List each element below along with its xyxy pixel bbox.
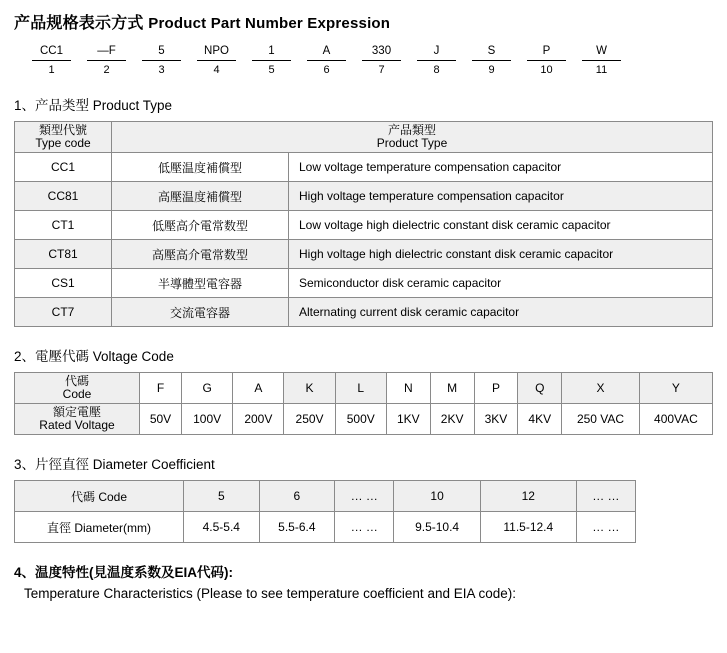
- part-number-expression: [24, 43, 727, 76]
- header-code-en: Code: [62, 387, 92, 401]
- part-number-code: 1: [252, 43, 291, 61]
- part-number-field: [134, 43, 189, 76]
- diameter-code-cell: 5: [184, 481, 260, 512]
- diameter-code-cell: … …: [335, 481, 394, 512]
- section-heading-product-type: 1、产品类型 Product Type: [14, 98, 173, 113]
- type-name-cn: 半導體型電容器: [112, 269, 289, 298]
- header-code-cn: 代碼: [64, 374, 89, 388]
- part-number-code: P: [527, 43, 566, 61]
- voltage-code-cell: Y: [639, 373, 712, 404]
- voltage-code-cell: K: [284, 373, 335, 404]
- header-type-code: [15, 122, 112, 153]
- diameter-code-cell: 6: [259, 481, 335, 512]
- type-name-cn: 高壓高介電常数型: [112, 240, 289, 269]
- rated-voltage-cell: 1KV: [386, 404, 430, 435]
- part-number-code: S: [472, 43, 511, 61]
- part-number-index: 8: [433, 64, 440, 76]
- section-heading-diameter: 3、片徑直徑 Diameter Coefficient: [14, 457, 215, 472]
- voltage-code-table: [14, 372, 713, 435]
- diameter-value-cell: … …: [576, 512, 635, 543]
- voltage-code-cell: A: [233, 373, 284, 404]
- table-row: [15, 404, 713, 435]
- part-number-field: [354, 43, 409, 76]
- diameter-code-cell: … …: [576, 481, 635, 512]
- rated-voltage-cell: 100V: [182, 404, 233, 435]
- section-heading-temperature-en: Temperature Characteristics (Please to see temperature coefficient and EIA code):: [24, 586, 516, 601]
- diameter-value-cell: 11.5-12.4: [480, 512, 576, 543]
- part-number-field: [574, 43, 629, 76]
- part-number-index: 4: [213, 64, 220, 76]
- type-name-en: Alternating current disk ceramic capacitor: [289, 298, 713, 327]
- type-code: CC1: [15, 153, 112, 182]
- header-product-type-cn: 产品類型: [387, 123, 436, 137]
- type-name-cn: 高壓温度補償型: [112, 182, 289, 211]
- table-row: [15, 182, 713, 211]
- type-name-cn: 交流電容器: [112, 298, 289, 327]
- product-type-table: [14, 121, 713, 327]
- diameter-code-cell: 10: [394, 481, 480, 512]
- diameter-value-cell: … …: [335, 512, 394, 543]
- part-number-code: 330: [362, 43, 401, 61]
- part-number-code: J: [417, 43, 456, 61]
- rated-voltage-cell: 200V: [233, 404, 284, 435]
- voltage-code-cell: G: [182, 373, 233, 404]
- table-header-row: [15, 373, 713, 404]
- diameter-value-cell: 4.5-5.4: [184, 512, 260, 543]
- part-number-code: —F: [87, 43, 126, 61]
- voltage-code-cell: L: [335, 373, 386, 404]
- type-code: CC81: [15, 182, 112, 211]
- diameter-code-cell: 12: [480, 481, 576, 512]
- header-rated-voltage-cn: 額定電壓: [52, 405, 101, 419]
- part-number-code: A: [307, 43, 346, 61]
- part-number-field: [464, 43, 519, 76]
- diameter-table: [14, 480, 636, 543]
- header-type-code-en: Type code: [35, 136, 91, 150]
- part-number-index: 11: [595, 64, 608, 76]
- part-number-code: 5: [142, 43, 181, 61]
- type-name-cn: 低壓高介電常数型: [112, 211, 289, 240]
- part-number-index: 9: [488, 64, 495, 76]
- type-code: CS1: [15, 269, 112, 298]
- part-number-index: 7: [378, 64, 385, 76]
- header-type-code-cn: 類型代號: [38, 123, 87, 137]
- rated-voltage-cell: 50V: [140, 404, 182, 435]
- part-number-field: [244, 43, 299, 76]
- diameter-value-cell: 5.5-6.4: [259, 512, 335, 543]
- type-name-en: High voltage high dielectric constant disk ceramic capacitor: [289, 240, 713, 269]
- type-name-en: High voltage temperature compensation capacitor: [289, 182, 713, 211]
- part-number-field: [519, 43, 574, 76]
- part-number-field: [24, 43, 79, 76]
- rated-voltage-cell: 3KV: [474, 404, 518, 435]
- header-rated-voltage: [15, 404, 140, 435]
- type-name-en: Low voltage temperature compensation capacitor: [289, 153, 713, 182]
- part-number-field: [189, 43, 244, 76]
- table-row: [15, 512, 636, 543]
- header-diameter-value: 直徑 Diameter(mm): [15, 512, 184, 543]
- part-number-index: 6: [323, 64, 330, 76]
- page-title-en: Product Part Number Expression: [148, 15, 391, 32]
- part-number-index: 10: [540, 64, 553, 76]
- type-code: CT1: [15, 211, 112, 240]
- part-number-code: W: [582, 43, 621, 61]
- section-heading-temperature-cn: 4、温度特性(見温度系数及EIA代码):: [14, 565, 233, 580]
- voltage-code-cell: P: [474, 373, 518, 404]
- table-row: [15, 211, 713, 240]
- type-name-en: Low voltage high dielectric constant disk ceramic capacitor: [289, 211, 713, 240]
- table-row: [15, 240, 713, 269]
- rated-voltage-cell: 250V: [284, 404, 335, 435]
- page-title: [14, 10, 727, 33]
- rated-voltage-cell: 2KV: [430, 404, 474, 435]
- diameter-value-cell: 9.5-10.4: [394, 512, 480, 543]
- document-page: [0, 10, 727, 653]
- rated-voltage-cell: 4KV: [518, 404, 562, 435]
- part-number-index: 3: [158, 64, 165, 76]
- voltage-code-cell: Q: [518, 373, 562, 404]
- voltage-code-cell: F: [140, 373, 182, 404]
- header-product-type-en: Product Type: [376, 136, 448, 150]
- type-name-en: Semiconductor disk ceramic capacitor: [289, 269, 713, 298]
- section-heading-voltage-code: 2、電壓代碼 Voltage Code: [14, 349, 174, 364]
- part-number-field: [409, 43, 464, 76]
- table-row: [15, 153, 713, 182]
- voltage-code-cell: X: [562, 373, 640, 404]
- rated-voltage-cell: 250 VAC: [562, 404, 640, 435]
- part-number-index: 2: [103, 64, 110, 76]
- table-row: [15, 269, 713, 298]
- part-number-code: NPO: [197, 43, 236, 61]
- part-number-field: [299, 43, 354, 76]
- table-header-row: [15, 481, 636, 512]
- header-diameter-code: 代碼 Code: [15, 481, 184, 512]
- table-row: [15, 298, 713, 327]
- type-code: CT7: [15, 298, 112, 327]
- table-header-row: [15, 122, 713, 153]
- header-product-type: [112, 122, 713, 153]
- part-number-index: 5: [268, 64, 275, 76]
- type-code: CT81: [15, 240, 112, 269]
- header-code: [15, 373, 140, 404]
- rated-voltage-cell: 400VAC: [639, 404, 712, 435]
- part-number-code: CC1: [32, 43, 71, 61]
- rated-voltage-cell: 500V: [335, 404, 386, 435]
- part-number-index: 1: [48, 64, 55, 76]
- header-rated-voltage-en: Rated Voltage: [39, 418, 115, 432]
- voltage-code-cell: M: [430, 373, 474, 404]
- part-number-field: [79, 43, 134, 76]
- voltage-code-cell: N: [386, 373, 430, 404]
- page-title-cn: 产品规格表示方式: [14, 15, 144, 32]
- type-name-cn: 低壓温度補償型: [112, 153, 289, 182]
